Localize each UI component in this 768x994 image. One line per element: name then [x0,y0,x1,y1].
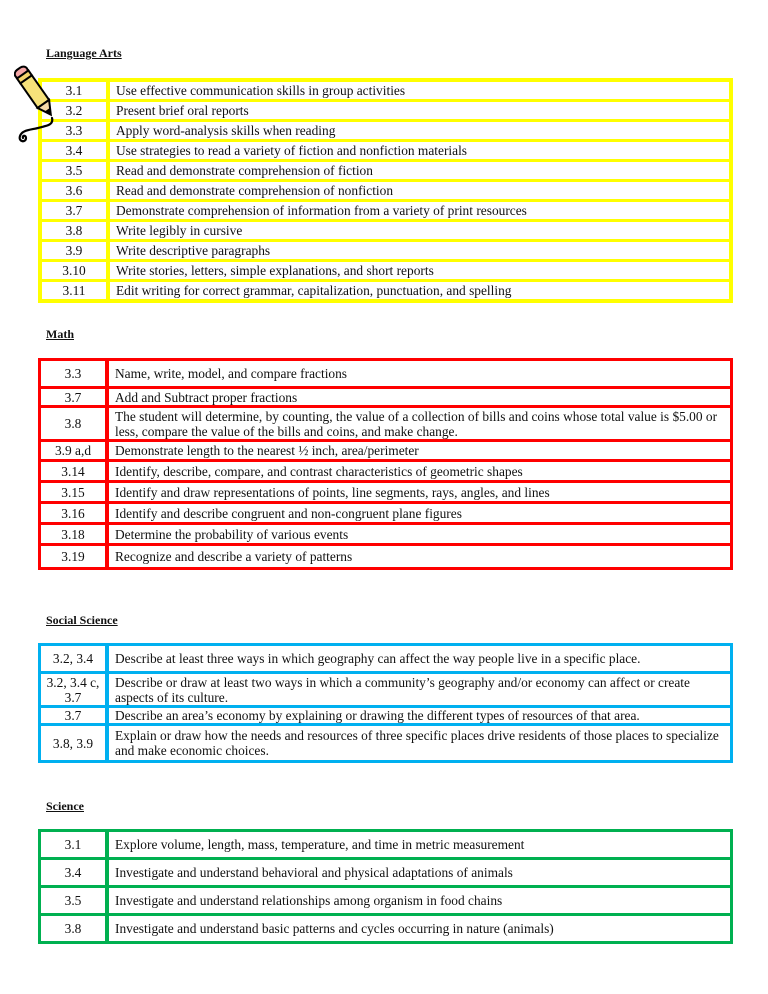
table-row [41,860,730,888]
standard-text: Identify and draw representations of points, line segments, rays, angles, and lines [109,483,730,504]
table-row [42,222,729,242]
section-title-social-science: Social Science [46,613,118,627]
standard-text: Identify, describe, compare, and contrast characteristics of geometric shapes [109,462,730,483]
standard-code: 3.5 [41,888,109,916]
standard-text: Determine the probability of various events [109,525,730,546]
standard-code: 3.2 [42,102,110,122]
standard-code: 3.10 [42,262,110,282]
table-row [42,262,729,282]
standard-text: Name, write, model, and compare fractions [109,361,730,389]
standard-code: 3.8 [41,916,109,941]
table-row [41,916,730,941]
standard-code: 3.8 [41,408,109,442]
science-table [38,829,733,944]
standard-text: Add and Subtract proper fractions [109,389,730,408]
standard-text: Describe an area’s economy by explaining or drawing the different types of resources of that area. [109,708,730,726]
standard-text: The student will determine, by counting, the value of a collection of bills and coins whose total value is $5.00 or less, compare the value of the bills and coins, and make change. [109,408,730,442]
standard-text: Use strategies to read a variety of fiction and nonfiction materials [110,142,729,162]
table-row [41,525,730,546]
table-row [41,442,730,462]
standard-code: 3.2, 3.4 [41,646,109,674]
standard-text: Explore volume, length, mass, temperature, and time in metric measurement [109,832,730,860]
standard-text: Demonstrate comprehension of information from a variety of print resources [110,202,729,222]
standard-text: Recognize and describe a variety of patterns [115,549,353,564]
standard-code: 3.8, 3.9 [41,726,109,760]
standard-code: 3.7 [42,202,110,222]
standard-code: 3.14 [41,462,109,483]
standard-text: Use effective communication skills in group activities [110,82,729,102]
table-row [42,102,729,122]
table-row [42,182,729,202]
table-row [42,202,729,222]
standard-code: 3.3 [41,361,109,389]
table-row [41,708,730,726]
table-row [41,361,730,389]
standard-text: Investigate and understand relationships among organism in food chains [109,888,730,916]
table-row [42,282,729,299]
standard-code: 3.2, 3.4 c, 3.7 [41,674,109,708]
standard-text: Write stories, letters, simple explanations, and short reports [110,262,729,282]
standard-text: Identify and describe congruent and non-congruent plane figures [109,504,730,525]
table-row [41,888,730,916]
standard-text: Read and demonstrate comprehension of nonfiction [110,182,729,202]
standard-code: 3.16 [41,504,109,525]
standard-text: Investigate and understand basic patterns and cycles occurring in nature (animals) [115,921,554,936]
social-science-table [38,643,733,763]
section-title-math: Math [46,327,74,341]
table-row [41,483,730,504]
standard-code: 3.11 [42,282,110,299]
standard-code: 3.3 [42,122,110,142]
table-row [42,162,729,182]
table-row [42,122,729,142]
language-arts-table [38,78,733,303]
standard-code: 3.4 [42,142,110,162]
math-table [38,358,733,570]
standard-code: 3.4 [41,860,109,888]
table-row [41,504,730,525]
standard-text: Describe or draw at least two ways in which a community’s geography and/or economy can affect or create aspects of its culture. [109,674,730,708]
section-title-language-arts: Language Arts [46,46,122,60]
standard-code: 3.1 [41,832,109,860]
standard-code: 3.15 [41,483,109,504]
standard-code: 3.7 [41,708,109,726]
section-title-science: Science [46,799,84,813]
table-row [41,646,730,674]
table-row [41,462,730,483]
standard-text: Apply word-analysis skills when reading [110,122,729,142]
table-row [41,546,730,567]
standard-text: Describe at least three ways in which geography can affect the way people live in a specific place. [109,646,730,674]
standard-text: Investigate and understand behavioral and physical adaptations of animals [109,860,730,888]
standard-code: 3.9 [42,242,110,262]
table-row [41,389,730,408]
standard-text: Write legibly in cursive [110,222,729,242]
standard-code: 3.9 a,d [41,442,109,462]
table-row [41,674,730,708]
table-row [42,82,729,102]
standard-code: 3.6 [42,182,110,202]
standard-code: 3.8 [42,222,110,242]
standard-text: Present brief oral reports [110,102,729,122]
standard-code: 3.19 [41,546,109,567]
standard-code: 3.5 [42,162,110,182]
table-row [41,408,730,442]
table-row [42,142,729,162]
standard-text: Write descriptive paragraphs [110,242,729,262]
table-row [42,242,729,262]
standard-code: 3.7 [41,389,109,408]
standard-code: 3.18 [41,525,109,546]
standard-text: Explain or draw how the needs and resources of three specific places drive residents of those places to specialize and make economic choices. [115,728,719,758]
standard-code: 3.1 [42,82,110,102]
standard-text: Edit writing for correct grammar, capitalization, punctuation, and spelling [116,282,512,298]
pencil-icon [14,56,64,146]
table-row [41,726,730,760]
standard-text: Demonstrate length to the nearest ½ inch, area/perimeter [109,442,730,462]
table-row [41,832,730,860]
standard-text: Read and demonstrate comprehension of fiction [110,162,729,182]
